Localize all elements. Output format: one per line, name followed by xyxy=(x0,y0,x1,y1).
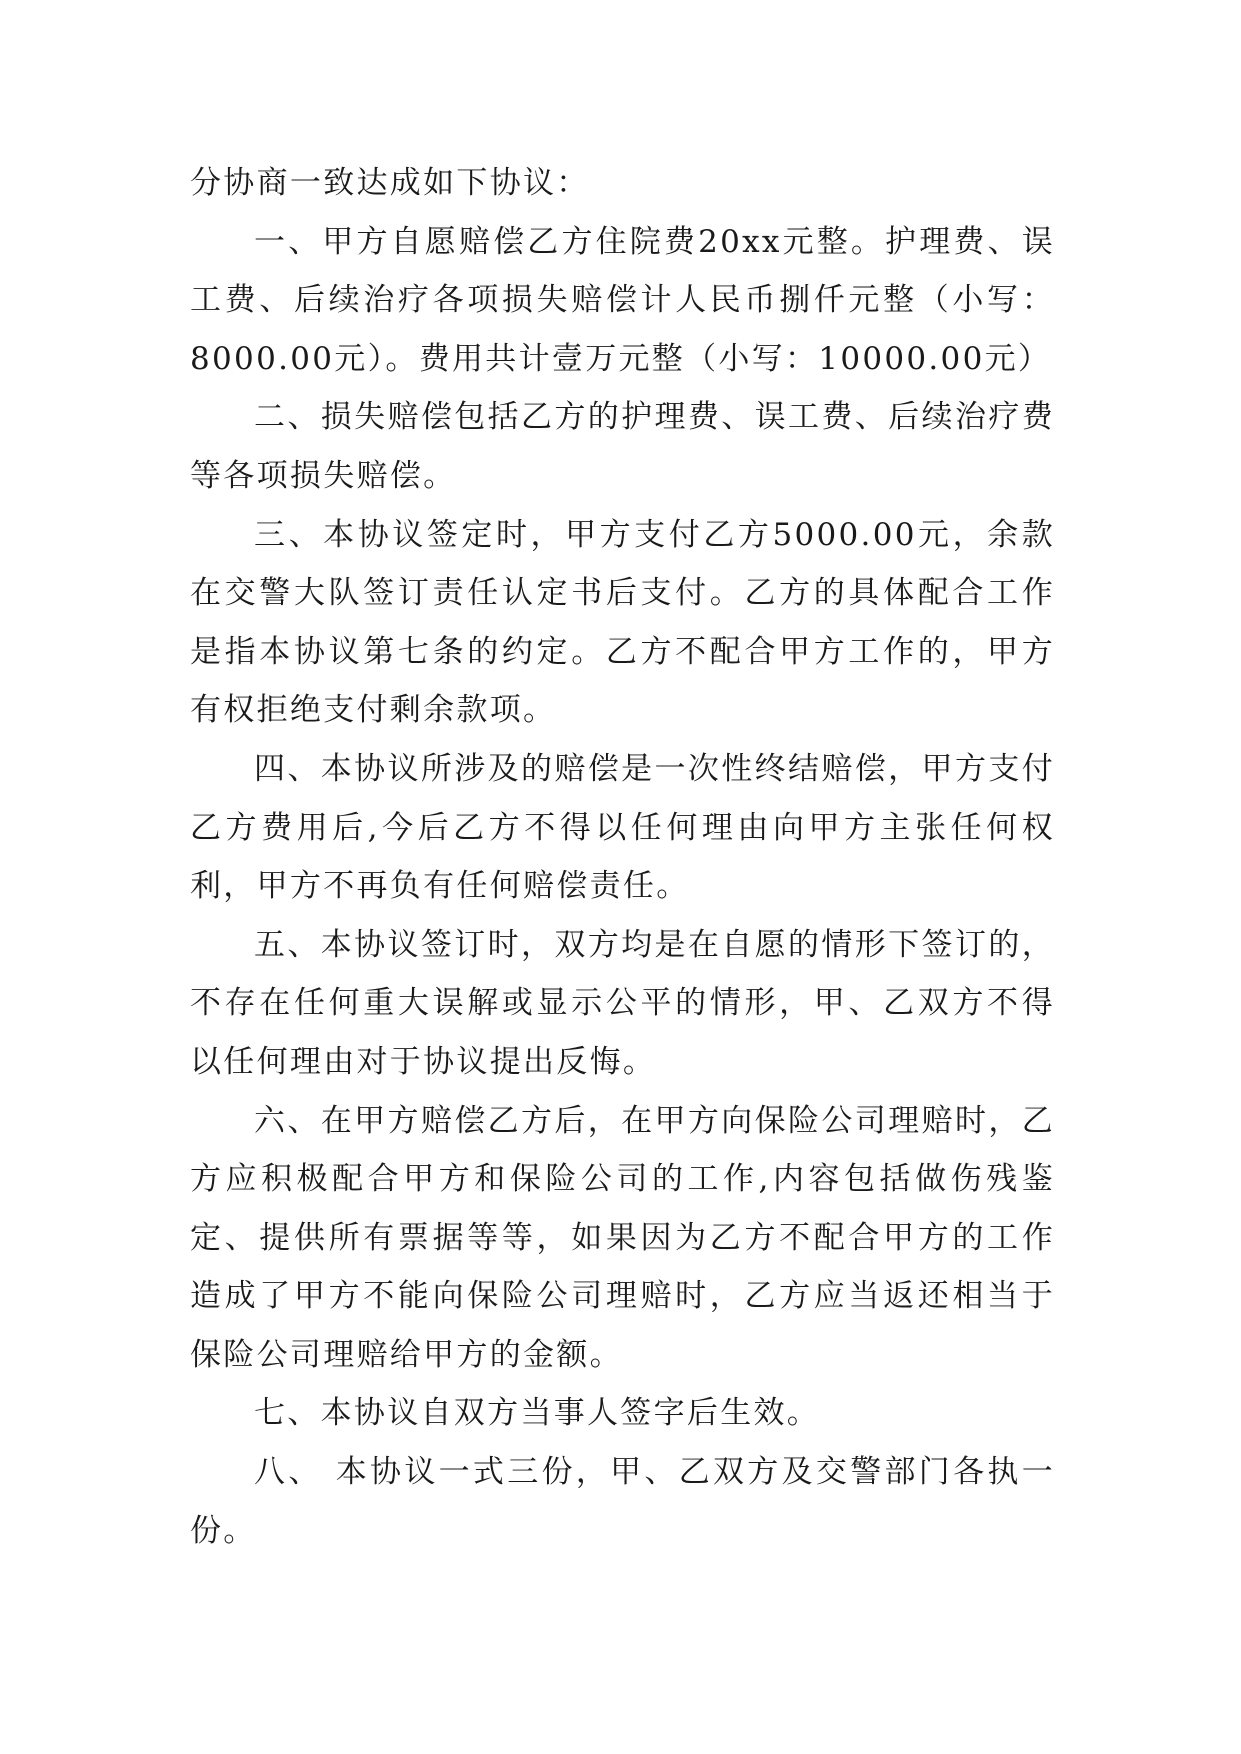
clause-4: 四、本协议所涉及的赔偿是一次性终结赔偿，甲方支付乙方费用后,今后乙方不得以任何理由向甲方主张任何权利，甲方不再负有任何赔偿责任。 xyxy=(190,750,1055,905)
agreement-text xyxy=(190,154,1055,1560)
paragraph-intro: 分协商一致达成如下协议： xyxy=(190,165,590,201)
clause-8: 八、 本协议一式三份，甲、乙双方及交警部门各执一份。 xyxy=(190,1454,1055,1549)
clause-3: 三、本协议签定时，甲方支付乙方5000.00元，余款在交警大队签订责任认定书后支付。乙方的具体配合工作是指本协议第七条的约定。乙方不配合甲方工作的，甲方有权拒绝支付剩余款项。 xyxy=(190,516,1055,729)
clause-6: 六、在甲方赔偿乙方后，在甲方向保险公司理赔时，乙方应积极配合甲方和保险公司的工作,内容包括做伤残鉴定、提供所有票据等等，如果因为乙方不配合甲方的工作造成了甲方不能向保险公司理赔时，乙方应当返还相当于保险公司理赔给甲方的金额。 xyxy=(190,1102,1055,1373)
clause-7: 七、本协议自双方当事人签字后生效。 xyxy=(254,1395,821,1432)
clause-2: 二、损失赔偿包括乙方的护理费、误工费、后续治疗费等各项损失赔偿。 xyxy=(190,399,1055,494)
clause-1: 一、甲方自愿赔偿乙方住院费20xx元整。护理费、误工费、后续治疗各项损失赔偿计人民币捌仟元整（小写：8000.00元）。费用共计壹万元整（小写：10000.00元） xyxy=(190,223,1055,377)
clause-5: 五、本协议签订时，双方均是在自愿的情形下签订的，不存在任何重大误解或显示公平的情形，甲、乙双方不得以任何理由对于协议提出反悔。 xyxy=(190,926,1055,1080)
